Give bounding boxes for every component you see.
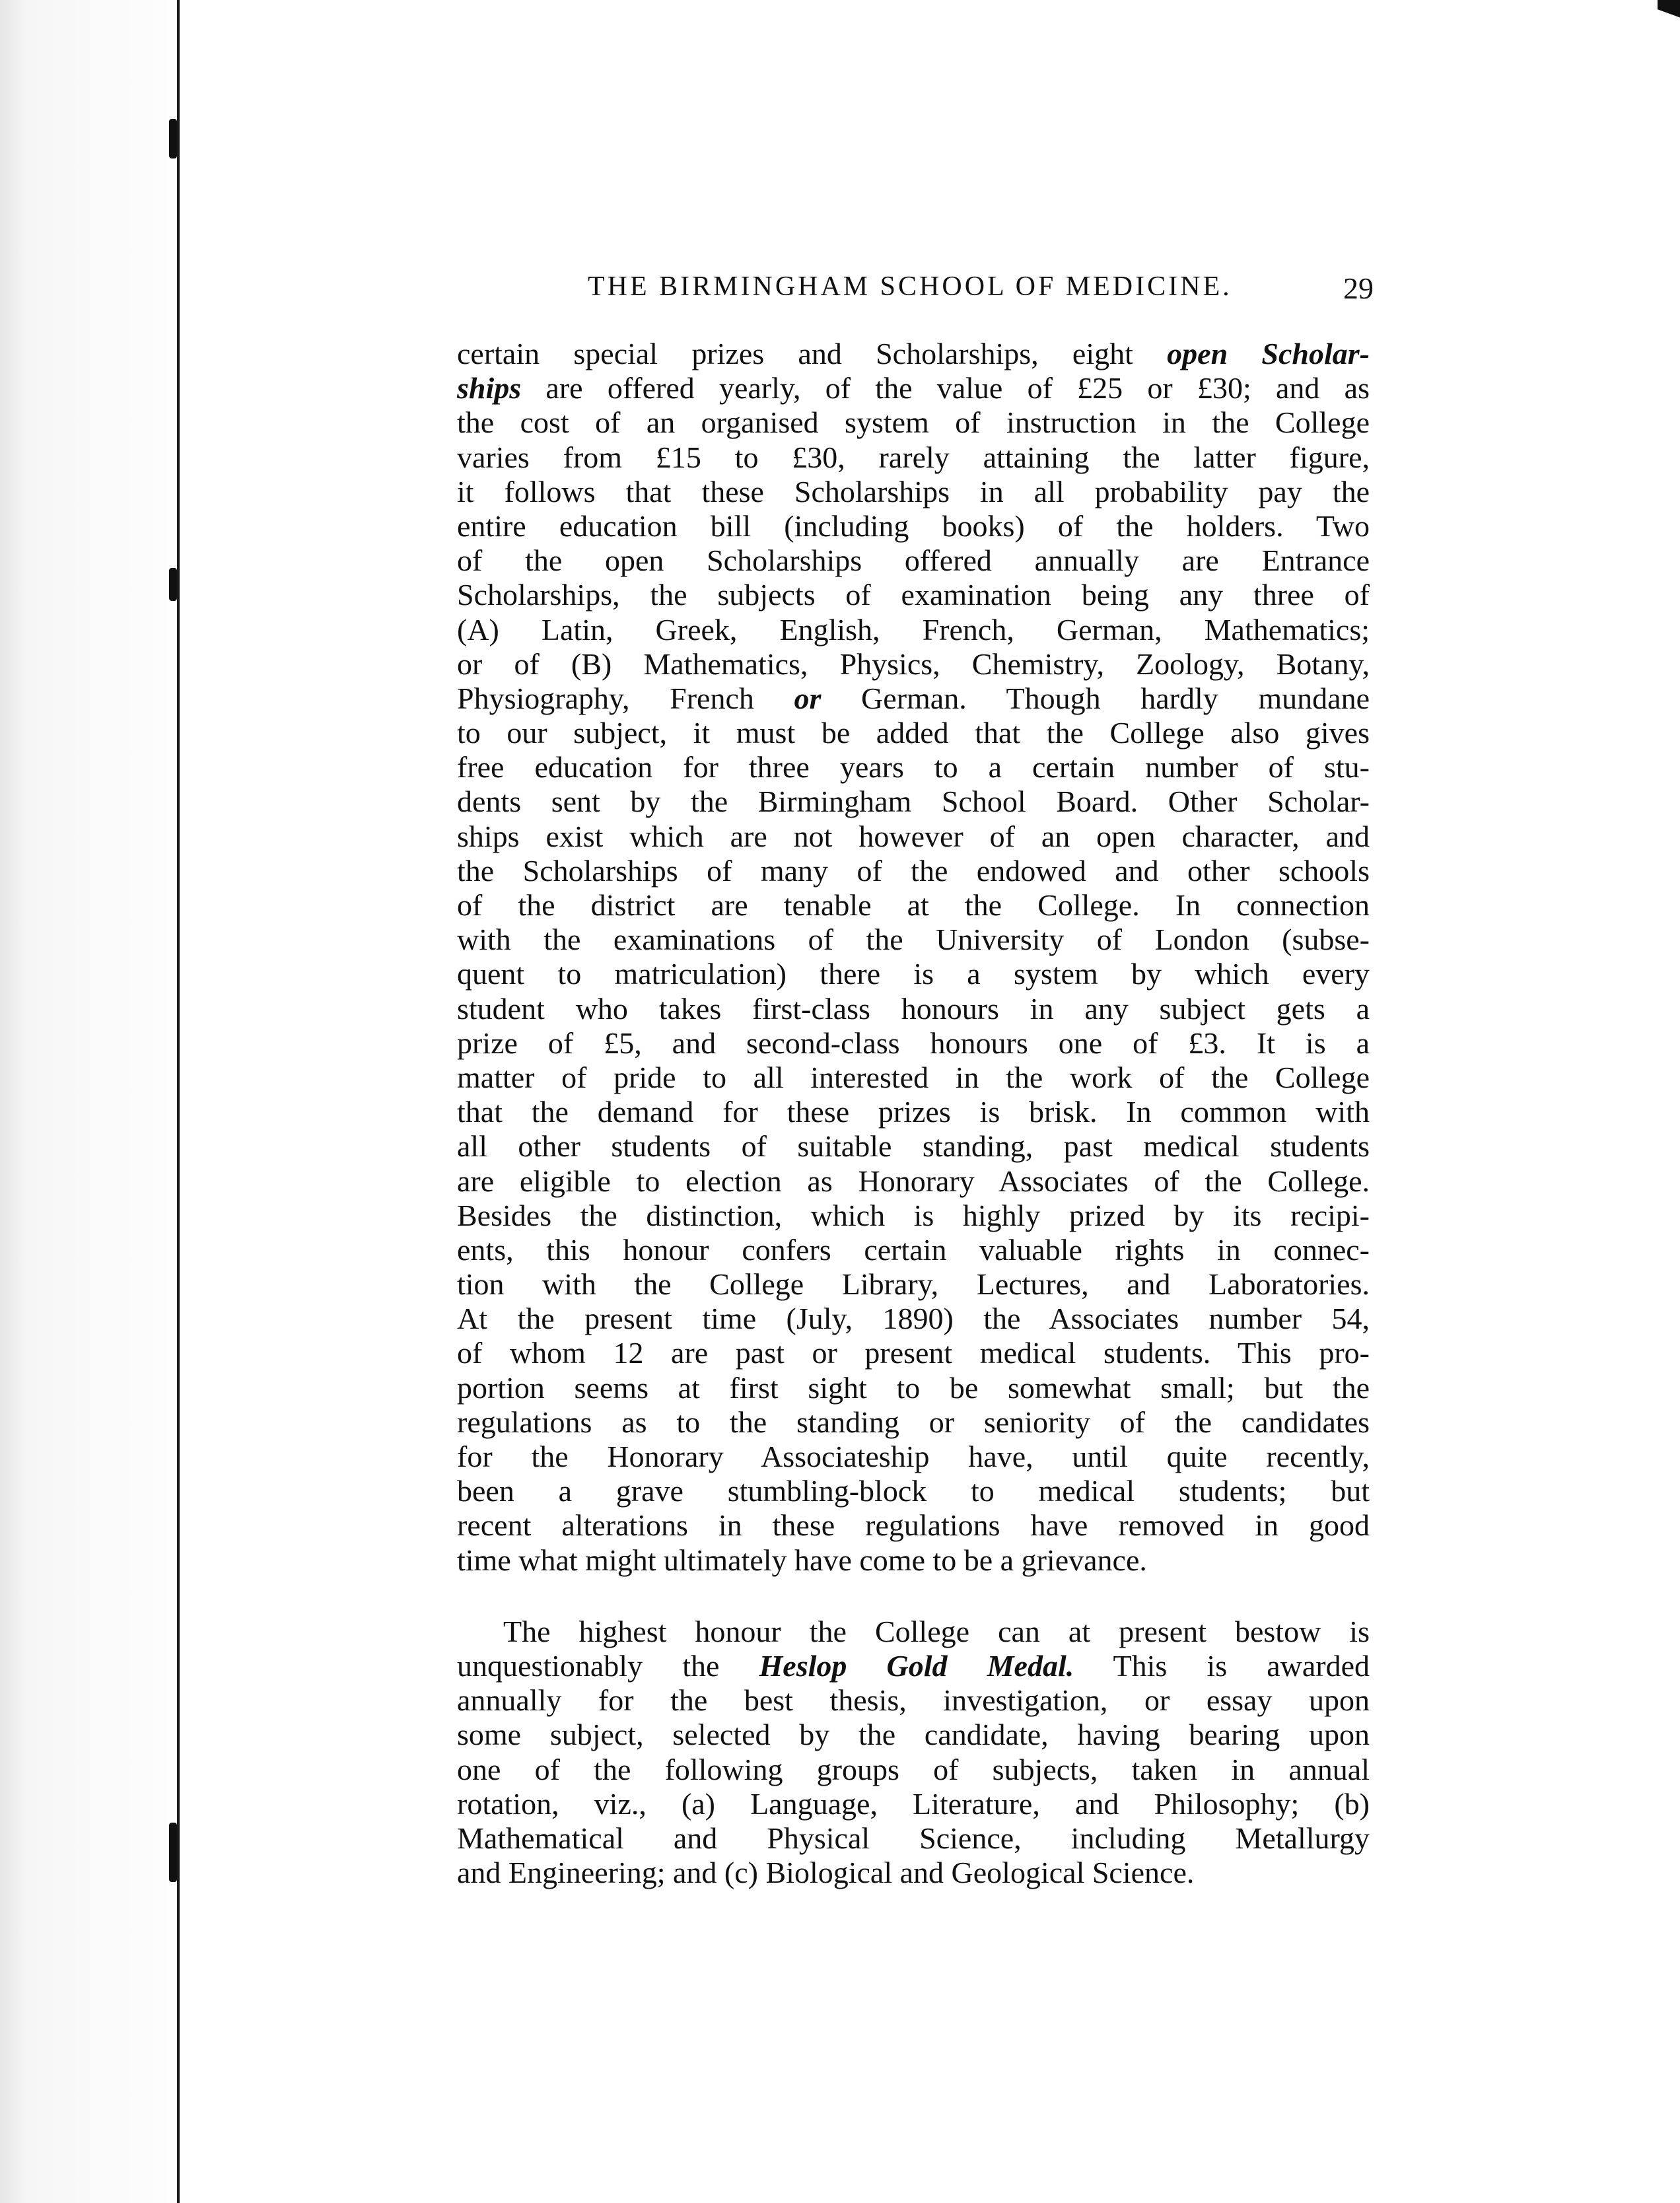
text-line: of the open Scholarships offered annually are Entrance: [457, 543, 1370, 578]
text-line: Physiography, French or German. Though hardly mundane: [457, 681, 1370, 715]
emphasis-text: Heslop Gold Medal.: [759, 1648, 1074, 1683]
spine-mark: [169, 568, 177, 601]
text-line: unquestionably the Heslop Gold Medal. This is awarded: [457, 1648, 1370, 1683]
text-line: ships are offered yearly, of the value of £25 or £30; and as: [457, 371, 1370, 405]
text-line: (A) Latin, Greek, English, French, German, Mathematics;: [457, 612, 1370, 647]
text-line: and Engineering; and (c) Biological and Geological Science.: [457, 1856, 1195, 1890]
text-line: recent alterations in these regulations have removed in good: [457, 1508, 1370, 1543]
text-line: At the present time (July, 1890) the Associates number 54,: [457, 1302, 1370, 1336]
page-body: [457, 337, 1370, 1890]
text-line: Scholarships, the subjects of examination being any three of: [457, 578, 1370, 612]
text-line: the cost of an organised system of instruction in the College: [457, 405, 1370, 440]
text-line: The highest honour the College can at present bestow is: [503, 1614, 1370, 1648]
text-line: certain special prizes and Scholarships, eight open Scholar-: [457, 337, 1370, 370]
text-line: all other students of suitable standing, past medical students: [457, 1129, 1370, 1164]
page-corner-mark: [1658, 0, 1680, 30]
paragraph-heslop-medal: [457, 1615, 1370, 1891]
text-line: are eligible to election as Honorary Associates of the College.: [457, 1164, 1370, 1198]
text-line: been a grave stumbling-block to medical students; but: [457, 1474, 1370, 1508]
text-line: annually for the best thesis, investigation, or essay upon: [457, 1683, 1370, 1718]
text-line: of whom 12 are past or present medical students. This pro-: [457, 1336, 1370, 1370]
spine-mark: [169, 119, 177, 158]
text-line: for the Honorary Associateship have, until quite recently,: [457, 1440, 1370, 1473]
paragraph-scholarships: [457, 337, 1370, 1578]
text-line: time what might ultimately have come to be a grievance.: [457, 1543, 1147, 1577]
text-line: regulations as to the standing or seniority of the candidates: [457, 1405, 1370, 1439]
spine-mark: [169, 1823, 177, 1882]
text-line: it follows that these Scholarships in all probability pay the: [457, 474, 1370, 508]
text-line: tion with the College Library, Lectures, and Laboratories.: [457, 1267, 1370, 1302]
emphasis-text: or: [794, 681, 822, 715]
running-head: [588, 271, 1374, 310]
text-line: free education for three years to a certain number of stu-: [457, 750, 1370, 785]
text-line: with the examinations of the University of London (subse-: [457, 923, 1370, 957]
text-line: rotation, viz., (a) Language, Literature, and Philosophy; (b): [457, 1786, 1370, 1821]
scan-margin-shadow: [0, 0, 198, 2203]
text-line: student who takes first-class honours in any subject gets a: [457, 991, 1370, 1026]
book-spine-edge: [177, 0, 180, 2203]
page-number: 29: [1343, 271, 1374, 305]
text-line: to our subject, it must be added that the College also gives: [457, 716, 1370, 750]
text-line: varies from £15 to £30, rarely attaining the latter figure,: [457, 440, 1370, 474]
text-line: matter of pride to all interested in the work of the College: [457, 1060, 1370, 1094]
text-line: entire education bill (including books) of the holders. Two: [457, 508, 1370, 543]
text-line: the Scholarships of many of the endowed and other schools: [457, 853, 1370, 888]
text-line: that the demand for these prizes is brisk. In common with: [457, 1095, 1370, 1129]
text-line: quent to matriculation) there is a system by which every: [457, 957, 1370, 991]
text-line: prize of £5, and second-class honours one of £3. It is a: [457, 1026, 1370, 1060]
text-line: some subject, selected by the candidate, having bearing upon: [457, 1718, 1370, 1752]
text-line: Mathematical and Physical Science, including Metallurgy: [457, 1821, 1370, 1855]
text-line: portion seems at first sight to be somewhat small; but the: [457, 1370, 1370, 1405]
emphasis-text: open Scholar-: [1167, 337, 1370, 370]
text-line: or of (B) Mathematics, Physics, Chemistry, Zoology, Botany,: [457, 647, 1370, 681]
text-line: ents, this honour confers certain valuable rights in connec-: [457, 1232, 1370, 1267]
running-head-title: THE BIRMINGHAM SCHOOL OF MEDICINE.: [588, 271, 1232, 302]
paragraph-gap: [457, 1578, 1370, 1615]
text-line: Besides the distinction, which is highly prized by its recipi-: [457, 1198, 1370, 1232]
text-line: one of the following groups of subjects, taken in annual: [457, 1752, 1370, 1786]
text-line: dents sent by the Birmingham School Board. Other Scholar-: [457, 785, 1370, 819]
text-line: ships exist which are not however of an open character, and: [457, 819, 1370, 853]
emphasis-text: ships: [457, 371, 522, 405]
text-line: of the district are tenable at the College. In connection: [457, 888, 1370, 922]
